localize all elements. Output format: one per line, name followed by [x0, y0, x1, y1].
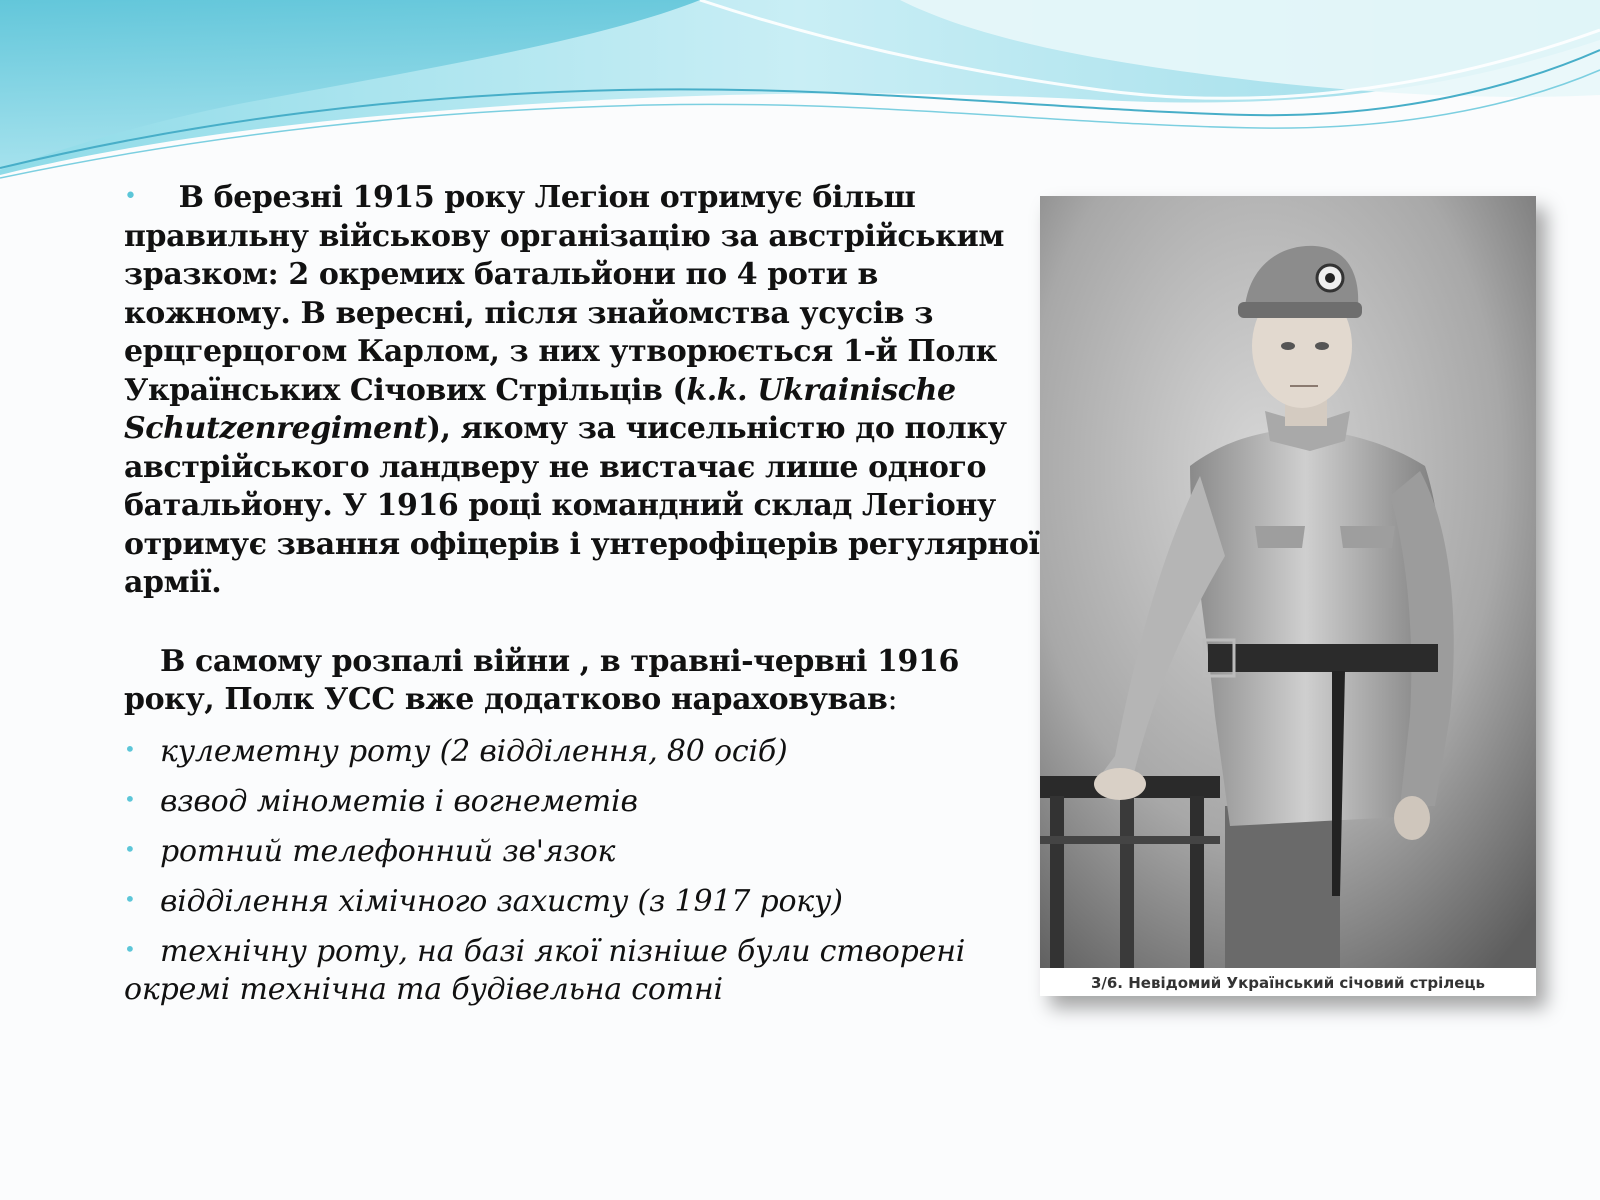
list-item-text: взвод мінометів і вогнеметів — [160, 783, 638, 819]
bullet-icon: • — [124, 786, 136, 811]
paragraph-legion-organization — [124, 178, 1044, 603]
paragraph1-italic-name: k.k. Ukrainische Schutzenregiment — [124, 372, 956, 446]
bullet-icon: • — [124, 936, 136, 961]
list-item-text: ротний телефонний зв'язок — [160, 833, 616, 869]
paragraph-regiment-units — [124, 643, 1044, 720]
list-item — [124, 780, 1044, 821]
bullet-icon: • — [124, 886, 136, 911]
list-item — [124, 880, 1044, 921]
paragraph1-text-end: ), якому за чисельністю до полку австрійського ландверу не вистачає лише одного батальйону. У 1916 році командний склад Легіону отримує звання офіцерів і унтерофіцерів регулярної армії. — [124, 411, 1040, 600]
units-list — [124, 730, 1044, 1009]
list-item-text: кулеметну роту (2 відділення, 80 осіб) — [160, 733, 788, 769]
header-wave-decoration — [0, 0, 1600, 190]
paragraph1-text: В березні 1915 року Легіон отримує більш правильну військову організацію за австрійським зразком: 2 окремих батальйони по 4 роти в кожному. В вересні, після знайомства усусів з ерцгерцогом Карлом, з них утворюється 1-й Полк Українських Січових Стрільців ( — [124, 180, 1004, 408]
slide-text — [124, 178, 1044, 1018]
list-item-text: технічну роту, на базі якої пізніше були створені окремі технічна та будівельна сотні — [124, 933, 966, 1007]
photo-caption: 3/6. Невідомий Український січовий стрілець — [1090, 974, 1486, 992]
list-item — [124, 830, 1044, 871]
soldier-portrait-image — [1040, 196, 1536, 968]
paragraph2-text: В самому розпалі війни , в травні-червні 1916 року, Полк УСС вже додатково нараховував — [124, 643, 959, 717]
list-item — [124, 930, 1044, 1009]
paragraph2-colon: : — [887, 682, 898, 717]
soldier-photo-frame — [1040, 196, 1536, 996]
bullet-icon: • — [124, 736, 136, 761]
list-item — [124, 730, 1044, 771]
bullet-icon: • — [124, 184, 137, 209]
bullet-icon: • — [124, 836, 136, 861]
list-item-text: відділення хімічного захисту (з 1917 року) — [160, 883, 843, 919]
